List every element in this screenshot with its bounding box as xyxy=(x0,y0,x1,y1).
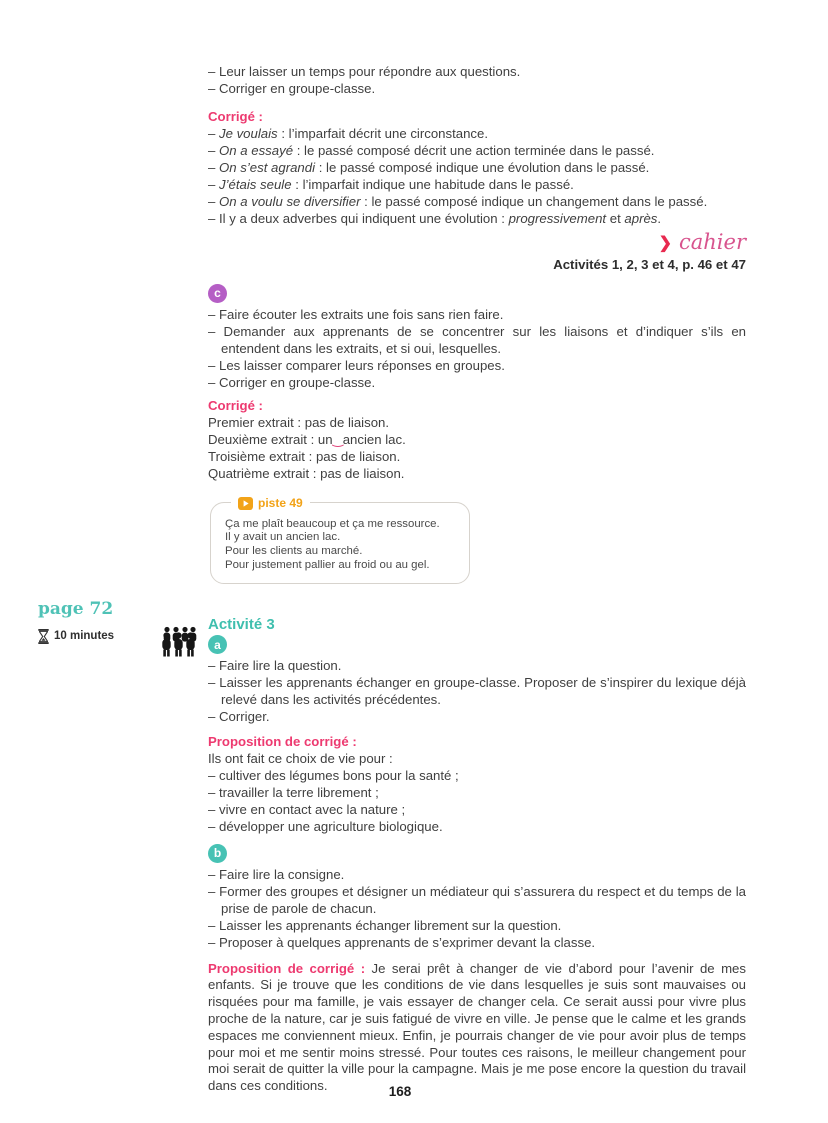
step-a-row xyxy=(208,635,746,655)
bullet-line: – Faire lire la question. xyxy=(208,658,342,674)
play-icon xyxy=(238,497,253,510)
corrige-items xyxy=(208,414,746,482)
bullet-line: – Corriger. xyxy=(208,709,270,725)
corrige-line: – On a voulu se diversifier : le passé composé indique un changement dans le passé. xyxy=(208,194,708,209)
corrige-heading: Corrigé : xyxy=(208,109,263,124)
corrige-line: Deuxième extrait : un‿ancien lac. xyxy=(208,431,406,447)
transcript-line: Pour les clients au marché. xyxy=(225,545,363,558)
step-b-bullets xyxy=(208,866,746,951)
audio-track-label xyxy=(231,495,310,512)
activity-title: Activité 3 xyxy=(208,615,275,633)
step-c-bullets xyxy=(208,306,746,391)
step-c-row xyxy=(208,283,746,303)
corrige-line: – Il y a deux adverbes qui indiquent une évolution : progressivement et après. xyxy=(208,211,662,226)
proposition-line: – cultiver des légumes bons pour la santé ; xyxy=(208,768,459,784)
corrige-line: Premier extrait : pas de liaison. xyxy=(208,414,390,430)
bullet-line: – Laisser les apprenants échanger librement sur la question. xyxy=(208,917,562,933)
corrige-line: – On s’est agrandi : le passé composé indique une évolution dans le passé. xyxy=(208,160,650,175)
group-work-icon xyxy=(160,626,198,661)
corrige-heading: Corrigé : xyxy=(208,397,263,413)
bullet-line: – Faire écouter les extraits une fois sans rien faire. xyxy=(208,306,504,322)
transcript-lines xyxy=(225,518,459,573)
duration-label: 10 minutes xyxy=(54,630,115,642)
page-number: 168 xyxy=(388,1084,412,1099)
corrige-line: – Je voulais : l’imparfait décrit une circonstance. xyxy=(208,126,489,141)
cahier-arrow-icon: ❯ xyxy=(658,235,672,252)
bullet-line: – Demander aux apprenants de se concentrer sur les liaisons et d’indiquer s’ils en entendent dans les extraits, et si oui, lesquelles. xyxy=(208,323,746,356)
proposition-lines xyxy=(208,750,746,835)
corrige-line: – J’étais seule : l’imparfait indique une habitude dans le passé. xyxy=(208,177,574,192)
duration-row xyxy=(38,628,114,645)
corrige-line: Quatrième extrait : pas de liaison. xyxy=(208,465,405,481)
audio-transcript-box xyxy=(210,495,470,584)
corrige-section-1 xyxy=(208,108,746,227)
proposition-line: – travailler la terre librement ; xyxy=(208,785,379,801)
corrige-items xyxy=(208,125,746,227)
proposition-heading: Proposition de corrigé : xyxy=(208,734,357,750)
step-badge-b: b xyxy=(208,844,227,863)
corrige-line: Troisième extrait : pas de liaison. xyxy=(208,448,401,464)
step-badge-a: a xyxy=(208,635,227,654)
bullet-line: – Corriger en groupe-classe. xyxy=(208,374,376,390)
proposition-line: – vivre en contact avec la nature ; xyxy=(208,802,406,818)
corrige-line: – On a essayé : le passé composé décrit une action terminée dans le passé. xyxy=(208,143,655,158)
bullet-line: – Corriger en groupe-classe. xyxy=(208,81,376,96)
bullet-line: – Faire lire la consigne. xyxy=(208,866,345,882)
bullet-line: – Leur laisser un temps pour répondre aux questions. xyxy=(208,64,521,79)
main-column xyxy=(208,63,746,1095)
track-number: piste 49 xyxy=(258,495,303,510)
cahier-activities-reference: Activités 1, 2, 3 et 4, p. 46 et 47 xyxy=(553,257,746,272)
bullet-line: – Les laisser comparer leurs réponses en groupes. xyxy=(208,357,505,373)
proposition-paragraph-b: Proposition de corrigé : Je serai prêt à changer de vie d’abord pour l’avenir de mes enfants. Si je trouve que les conditions de vie dans lesquelles je suis sont mauvaises ou risquées pour ma famille, je vais essayer de changer cela. Ce serait aussi pour vivre plus proche de la nature, car je suis fatigué de vivre en ville. Je pense que le calme et les grands espaces me conviennent mieux. Enfin, je pourrais changer de vie pour avoir plus de temps pour moi et me sentir moins stressé. Pour toutes ces raisons, le meilleur changement pour moi serait de quitter la ville pour la campagne. Mais je me pose encore la question du travail dans ces conditions. xyxy=(208,960,746,1094)
student-book-page-ref: page 72 xyxy=(38,599,114,619)
transcript-line: Pour justement pallier au froid ou au gel. xyxy=(225,558,430,571)
step-badge-c: c xyxy=(208,284,227,303)
corrige-section-2 xyxy=(208,397,746,482)
hourglass-icon xyxy=(38,629,49,644)
transcript-line: Ça me plaît beaucoup et ça me ressource. xyxy=(225,517,440,530)
bullet-line: – Former des groupes et désigner un médiateur qui s’assurera du respect et du temps de la prise de parole de chacun. xyxy=(208,883,746,916)
step-b-row xyxy=(208,843,746,863)
intro-bullets xyxy=(208,63,746,97)
bullet-line: – Laisser les apprenants échanger en groupe-classe. Proposer de s’inspirer du lexique déjà relevé dans les activités précédentes. xyxy=(208,675,746,708)
step-a-bullets xyxy=(208,657,746,725)
transcript-line: Il y avait un ancien lac. xyxy=(225,531,341,544)
cahier-reference xyxy=(208,229,746,258)
margin-column xyxy=(38,601,114,645)
proposition-section-a xyxy=(208,733,746,835)
proposition-line: Ils ont fait ce choix de vie pour : xyxy=(208,751,393,767)
proposition-line: – développer une agriculture biologique. xyxy=(208,819,443,835)
bullet-line: – Proposer à quelques apprenants de s’exprimer devant la classe. xyxy=(208,934,596,950)
cahier-label: cahier xyxy=(679,230,746,254)
